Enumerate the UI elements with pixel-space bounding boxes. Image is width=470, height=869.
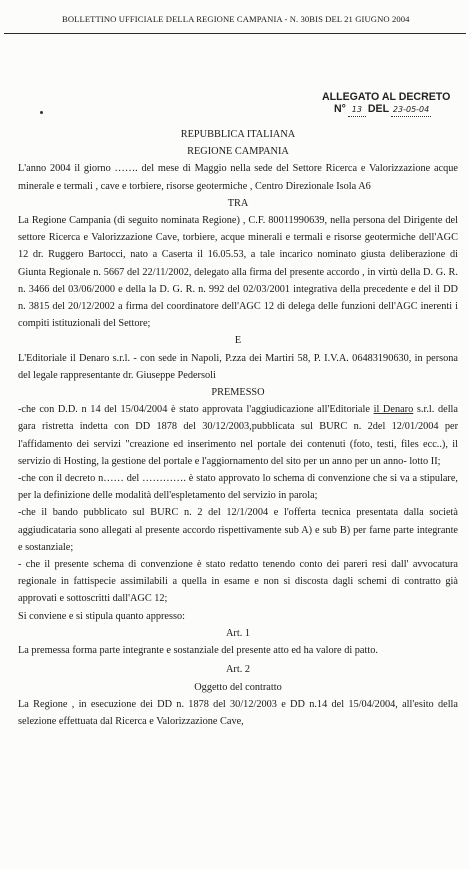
intro-paragraph: L'anno 2004 il giorno ……. del mese di Maggio nella sede del Settore Ricerca e Valorizzazione acque minerale e termali , cave e torbiere, risorse geotermiche , Centro Direzionale Isola A6: [18, 163, 458, 192]
premise-4: - che il presente schema di convenzione è stato redatto tenendo conto dei pareri resi dall' avvocatura regionale in fattispecie assimilabili a quella in esame e non si discosta dagli schemi di contratto già approvati e sottoscritti dall'AGC 12;: [18, 559, 458, 605]
stamp-number-row: [322, 103, 450, 117]
document-body: [18, 126, 458, 730]
premise-2: -che con il decreto n…… del …………. è stato approvato lo schema di convenzione che si va a stipulare, per la definizione delle modalità dell'espletamento del servizio in parola;: [18, 473, 458, 502]
premise-1: [18, 401, 458, 470]
article-2-heading: Art. 2: [225, 664, 251, 676]
margin-dot: [40, 111, 43, 114]
heading-e: E: [234, 335, 242, 347]
decree-stamp: [322, 91, 450, 117]
article-1-heading: Art. 1: [225, 627, 251, 639]
running-header: BOLLETTINO UFFICIALE DELLA REGIONE CAMPANIA - N. 30BIS DEL 21 GIUGNO 2004: [62, 14, 410, 24]
premise-1-end: s.r.l. della gara ristretta indetta con DD 1878 del 30/12/2003,pubblicata sul BURC n. 2del 12/01/2004 per l'affidamento dei servizi "creazione ed inserimento nel portale dei contenuti (foto, testi, files ecc..), il servizio di Hosting, la gestione del portale e l'aggiornamento del sito per un anno per un anno- lotto II;: [18, 404, 458, 467]
premise-1-start: -che con D.D. n 14 del 15/04/2004 è stato approvata l'aggiudicazione all'Editoriale: [18, 404, 374, 416]
stamp-title: ALLEGATO AL DECRETO: [322, 91, 451, 103]
party-region-paragraph: La Regione Campania (di seguito nominata Regione) , C.F. 80011990639, nella persona del Dirigente del settore Ricerca e Valorizzazione Cave, torbiere, acque minerali e termali e risorse geotermiche dell'AGC 12 dr. Ruggero Bartocci, nato a Caserta il 16.05.53, a tale incarico nominato giusta deliberazione di Giunta Regionale n. 5667 del 22/11/2002, delegato alla firma del presente accordo , in virtù della D. G. R. n. 3466 del 03/06/2000 e della la D. G. R. n. 992 del 02/03/2001 integrativa della precedente e del il DD n. 3815 del 20/12/2002 a firma del coordinatore dell'AGC 12 di delega delle funzioni dell'AGC inerenti i compiti istituzionali del Settore;: [18, 215, 458, 330]
stamp-del-label: DEL: [367, 103, 390, 115]
article-2-title: Oggetto del contratto: [194, 681, 282, 693]
header-rule: [4, 33, 466, 34]
stamp-del-value: 23-05-04: [391, 104, 431, 117]
article-1-text: La premessa forma parte integrante e sostanziale del presente atto ed ha valore di patto.: [18, 645, 378, 657]
article-2-text: La Regione , in esecuzione dei DD n. 1878 del 30/12/2003 e DD n.14 del 15/04/2004, all'esito della selezione effettuata dal Ricerca e Valorizzazione Cave,: [18, 698, 458, 727]
stamp-n-value: 13: [348, 104, 366, 117]
party-editoriale-paragraph: L'Editoriale il Denaro s.r.l. - con sede in Napoli, P.zza dei Martiri 58, P. I.V.A. 06483190630, in persona del legale rappresentante dr. Giuseppe Pedersoli: [18, 352, 458, 381]
stamp-n-label: N°: [334, 103, 346, 115]
heading-tra: TRA: [227, 197, 249, 209]
agreement-line: Si conviene e si stipula quanto appresso:: [18, 610, 186, 622]
heading-region: REGIONE CAMPANIA: [187, 146, 289, 158]
premise-3: -che il bando pubblicato sul BURC n. 2 del 12/1/2004 e l'offerta tecnica presentata dalla società aggiudicataria sono allegati al presente accordo rispettivamente sub A) e sub B) per farne parte integrante e sostanziale;: [18, 507, 458, 553]
premise-1-underlined: il Denaro: [373, 404, 414, 416]
heading-premesso: PREMESSO: [211, 387, 265, 399]
heading-republic: REPUBBLICA ITALIANA: [180, 129, 296, 140]
